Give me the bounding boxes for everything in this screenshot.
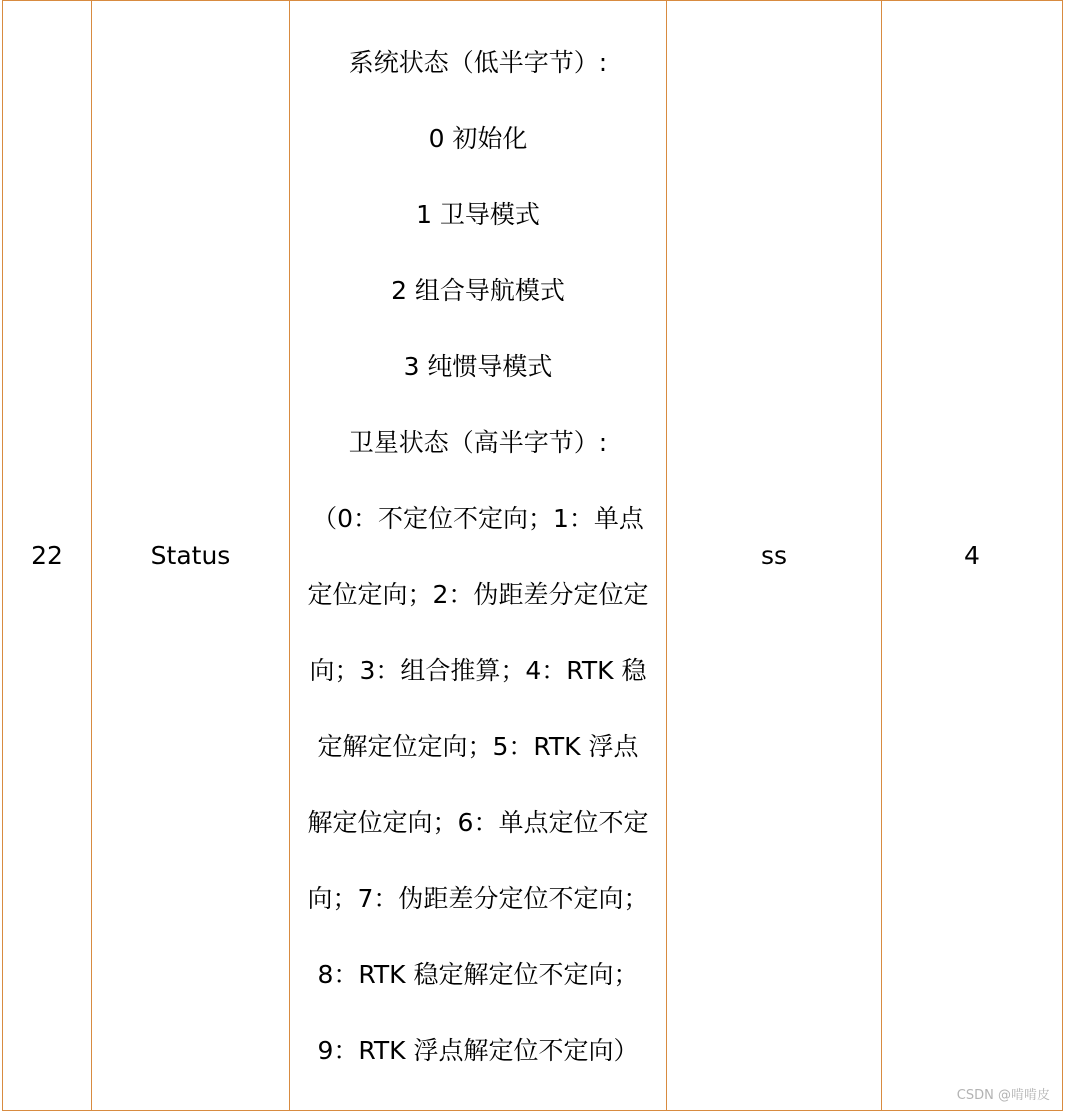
- description-lines: [290, 22, 666, 1090]
- description-line: 定解定位定向；5：RTK 浮点: [317, 731, 639, 761]
- description-line: 2 组合导航模式: [391, 275, 565, 305]
- description-line: 3 纯惯导模式: [403, 351, 553, 381]
- description-line: 向；7：伪距差分定位不定向；: [307, 883, 649, 913]
- description-line: 卫星状态（高半字节）:: [348, 427, 608, 457]
- table-row: [3, 1, 1063, 1111]
- description-line: 向；3：组合推算；4：RTK 稳: [309, 655, 647, 685]
- description-line: 0 初始化: [428, 123, 528, 153]
- type-cell: ss: [667, 1, 882, 1111]
- index-cell: 22: [3, 1, 92, 1111]
- description-line: 系统状态（低半字节）:: [348, 47, 608, 77]
- description-line: 解定位定向；6：单点定位不定: [307, 807, 649, 837]
- description-line: （0：不定位不定向；1：单点: [312, 503, 644, 533]
- description-line: 1 卫导模式: [416, 199, 540, 229]
- watermark: CSDN @啃啃皮: [956, 1088, 1050, 1103]
- size-cell: 4: [882, 1, 1063, 1111]
- description-cell: [290, 1, 667, 1111]
- description-line: 9：RTK 浮点解定位不定向）: [317, 1035, 639, 1065]
- spec-table: [2, 0, 1063, 1111]
- field-name-cell: Status: [92, 1, 290, 1111]
- description-line: 8：RTK 稳定解定位不定向；: [317, 959, 639, 989]
- description-line: 定位定向；2：伪距差分定位定: [307, 579, 649, 609]
